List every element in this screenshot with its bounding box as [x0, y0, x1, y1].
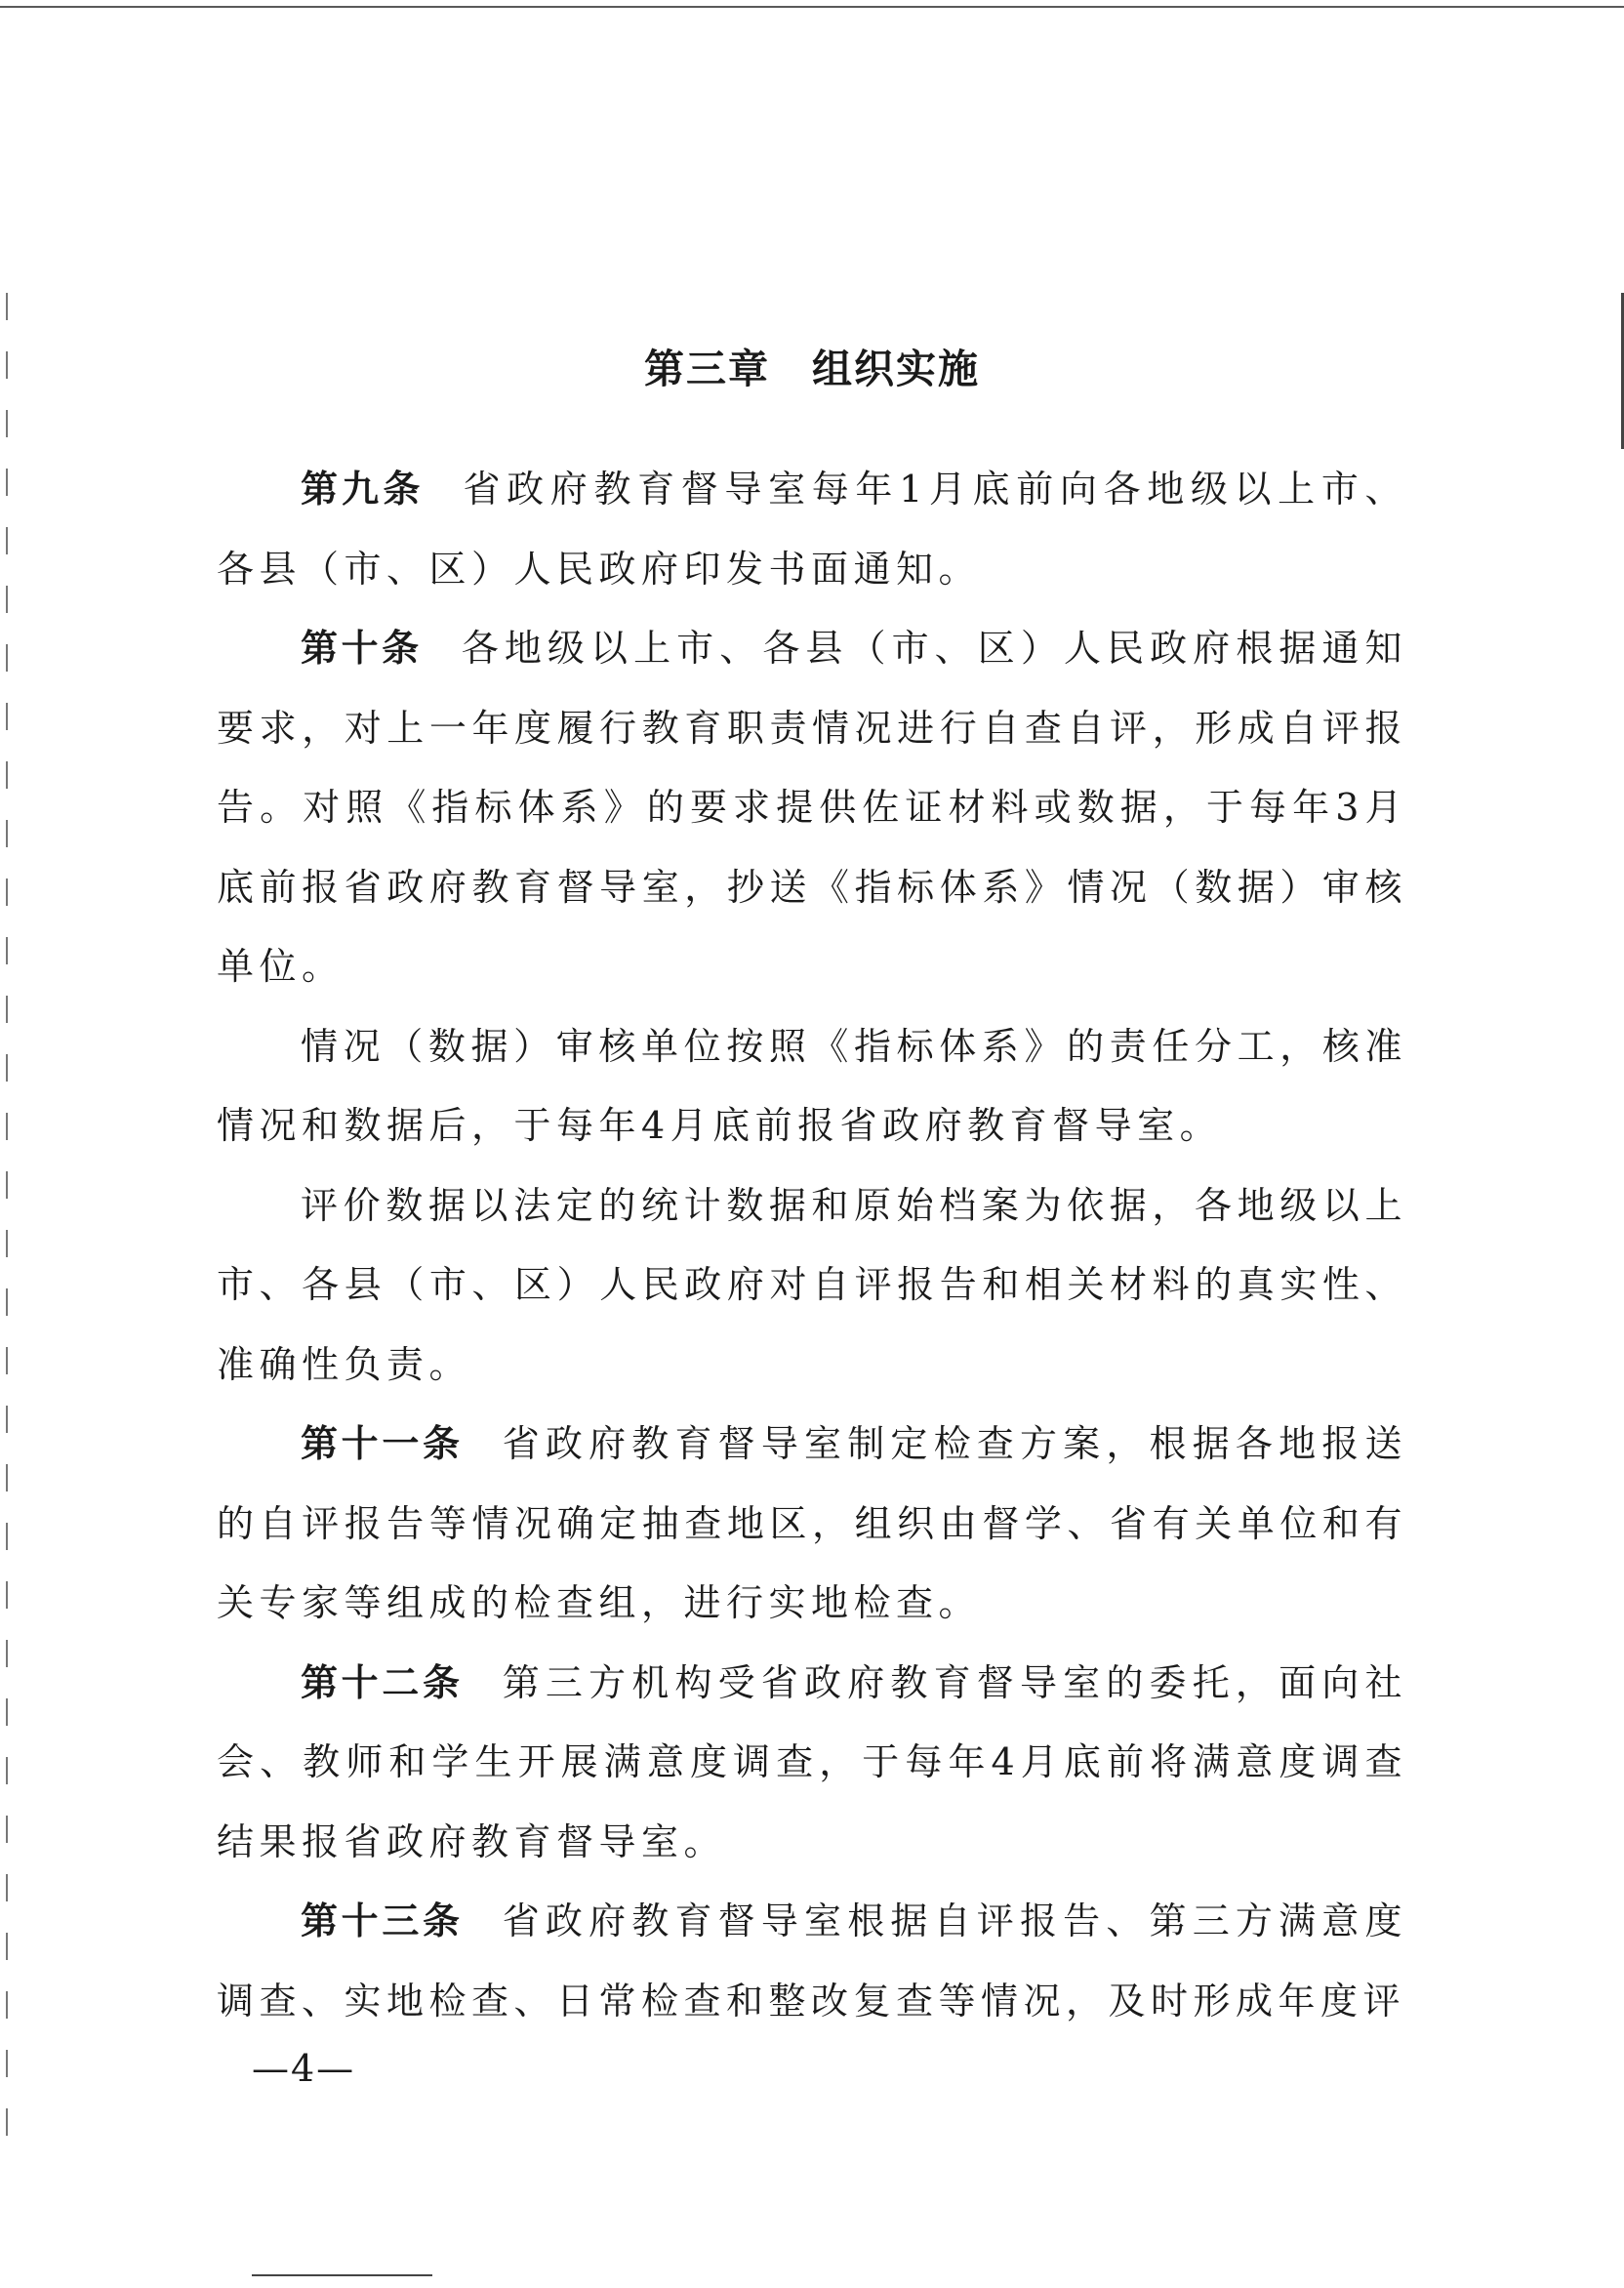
article-number: 第十二条 [301, 1660, 464, 1704]
paragraph-evaluation-data [217, 1166, 1407, 1406]
chapter-title: 第三章 组织实施 [644, 346, 980, 392]
paragraph-article-12 [217, 1644, 1407, 1883]
paragraph-text: 情况（数据）审核单位按照《指标体系》的责任分工，核准情况和数据后，于每年4月底前报省政府教育督导室。 [217, 1024, 1407, 1147]
article-number: 第十条 [301, 627, 423, 670]
paragraph-text: 省政府教育督导室制定检查方案，根据各地报送的自评报告等情况确定抽查地区，组织由督学、省有关单位和有关专家等组成的检查组，进行实地检查。 [217, 1422, 1407, 1624]
top-border-line [0, 6, 1624, 8]
paragraph-text: 省政府教育督导室每年1月底前向各地级以上市、各县（市、区）人民政府印发书面通知。 [217, 468, 1407, 591]
paragraph-article-13 [217, 1882, 1407, 2041]
article-number: 第九条 [301, 468, 425, 511]
paragraph-article-11 [217, 1405, 1407, 1644]
article-number: 第十一条 [301, 1422, 464, 1465]
page-number: —4— [252, 2047, 356, 2090]
paragraph-data-review [217, 1007, 1407, 1166]
paragraph-article-10 [217, 609, 1407, 1007]
bottom-rule-line [252, 2274, 432, 2276]
left-scan-edge [6, 293, 8, 2147]
document-body [217, 450, 1407, 2041]
paragraph-text: 各地级以上市、各县（市、区）人民政府根据通知要求，对上一年度履行教育职责情况进行自查自评，形成自评报告。对照《指标体系》的要求提供佐证材料或数据，于每年3月底前报省政府教育督导室，抄送《指标体系》情况（数据）审核单位。 [217, 627, 1407, 988]
paragraph-article-9 [217, 450, 1407, 609]
paragraph-text: 评价数据以法定的统计数据和原始档案为依据，各地级以上市、各县（市、区）人民政府对自评报告和相关材料的真实性、准确性负责。 [217, 1183, 1407, 1386]
paragraph-text: 省政府教育督导室根据自评报告、第三方满意度调查、实地检查、日常检查和整改复查等情况，及时形成年度评 [217, 1900, 1407, 2022]
paragraph-text: 第三方机构受省政府教育督导室的委托，面向社会、教师和学生开展满意度调查，于每年4月底前将满意度调查结果报省政府教育督导室。 [217, 1660, 1407, 1863]
article-number: 第十三条 [301, 1900, 464, 1942]
